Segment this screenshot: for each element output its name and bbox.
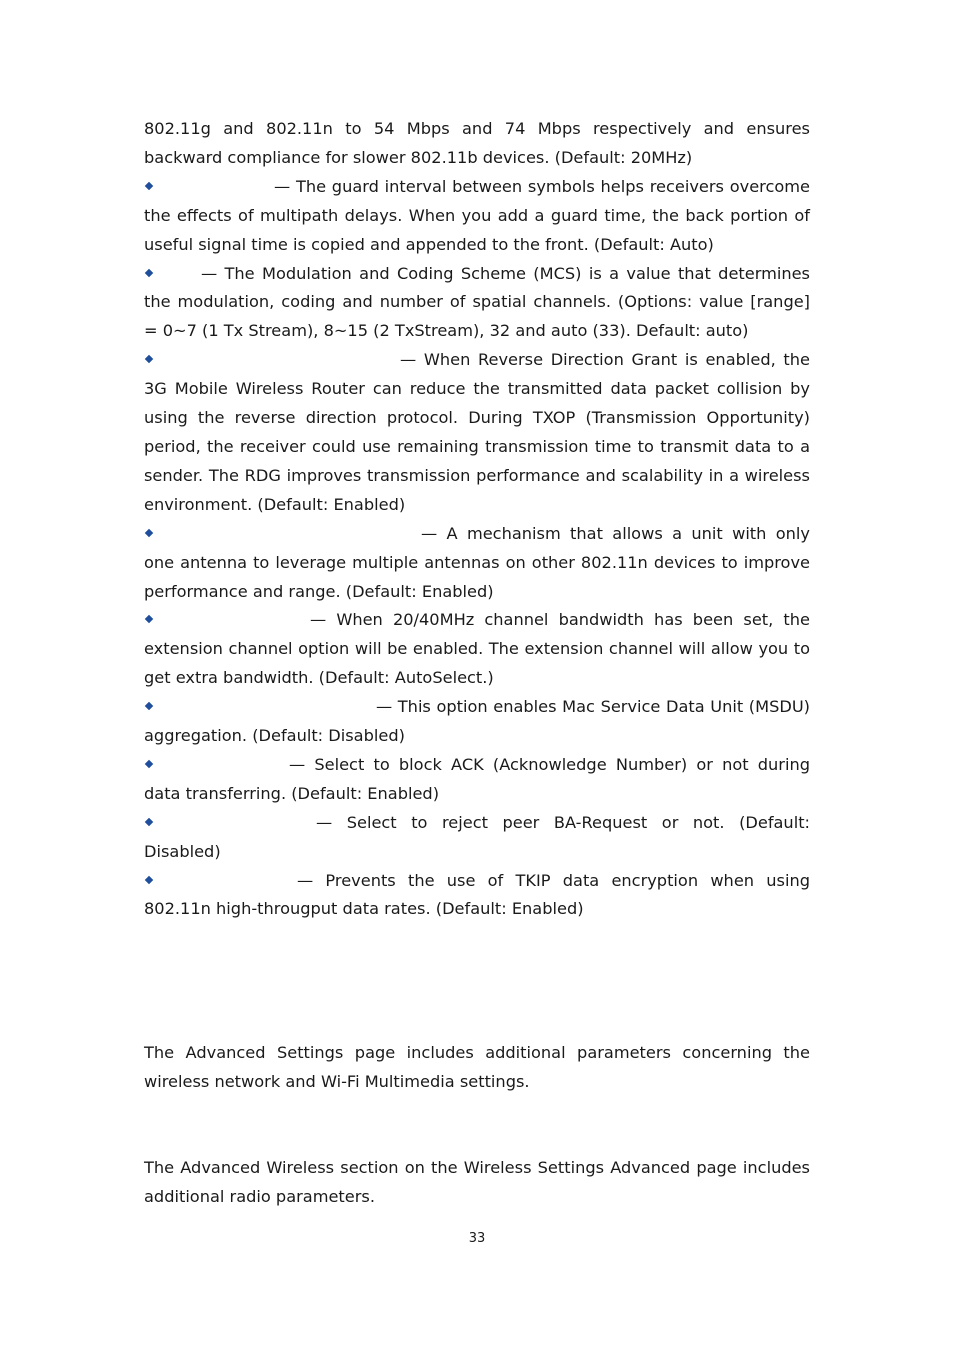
section-spacer — [144, 924, 810, 1039]
bullet-mcs — [144, 260, 810, 347]
diamond-bullet-icon — [145, 182, 153, 190]
bullet-text: — The guard interval between symbols helps receivers overcome the effects of multipath delays. When you add a guard time, the back portion of useful signal time is copied and appended to the front. (Default: Auto) — [144, 176, 810, 254]
bullet-reverse-direction-grant — [144, 346, 810, 519]
diamond-bullet-icon — [145, 702, 153, 710]
bullet-text: — Prevents the use of TKIP data encryption when using 802.11n high-througput data rates. (Default: Enabled) — [144, 870, 810, 919]
bullet-text: — A mechanism that allows a unit with only one antenna to leverage multiple antennas on other 802.11n devices to improve performance and range. (Default: Enabled) — [144, 523, 810, 601]
diamond-bullet-icon — [145, 528, 153, 536]
bullet-decline-ba-request — [144, 809, 810, 867]
diamond-bullet-icon — [145, 875, 153, 883]
bullet-text: — This option enables Mac Service Data Unit (MSDU) aggregation. (Default: Disabled) — [144, 697, 810, 746]
bullet-text: — When Reverse Direction Grant is enabled, the 3G Mobile Wireless Router can reduce the transmitted data packet collision by using the reverse direction protocol. During TXOP (Transmission Opportunity) period, the receiver could use remaining transmission time to transmit data to a sender. The RDG improves transmission performance and scalability in a wireless environment. (Default: Enabled) — [144, 350, 810, 514]
bullet-stbc — [144, 520, 810, 607]
diamond-bullet-icon — [145, 615, 153, 623]
diamond-bullet-icon — [145, 760, 153, 768]
section-spacer — [144, 1097, 810, 1154]
bullet-amsdu — [144, 693, 810, 751]
advanced-settings-paragraph: The Advanced Settings page includes additional parameters concerning the wireless network and Wi-Fi Multimedia settings. — [144, 1043, 810, 1092]
diamond-bullet-icon — [145, 818, 153, 826]
document-body — [144, 115, 810, 1212]
page-number: 33 — [468, 1231, 486, 1246]
bullet-text: — The Modulation and Coding Scheme (MCS) is a value that determines the modulation, coding and number of spatial channels. (Options: value [range] = 0~7 (1 Tx Stream), 8~15 (2 TxStream), 32 and auto (33). Default: auto) — [144, 263, 810, 341]
intro-paragraph: 802.11g and 802.11n to 54 Mbps and 74 Mbps respectively and ensures backward compliance for slower 802.11b devices. (Default: 20MHz) — [144, 119, 810, 167]
bullet-text: — When 20/40MHz channel bandwidth has been set, the extension channel option will be enabled. The extension channel will allow you to get extra bandwidth. (Default: AutoSelect.) — [144, 610, 810, 688]
bullet-guard-interval — [144, 173, 810, 260]
bullet-text: — Select to reject peer BA-Request or not. (Default: Disabled) — [144, 812, 810, 861]
advanced-wireless-paragraph: The Advanced Wireless section on the Wireless Settings Advanced page includes additional radio parameters. — [144, 1158, 810, 1207]
bullet-block-ack — [144, 751, 810, 809]
bullet-text: — Select to block ACK (Acknowledge Number) or not during data transferring. (Default: Enabled) — [144, 754, 810, 803]
bullet-ht-disallow-tkip — [144, 867, 810, 925]
diamond-bullet-icon — [145, 355, 153, 363]
bullet-extension-channel — [144, 606, 810, 693]
diamond-bullet-icon — [145, 268, 153, 276]
